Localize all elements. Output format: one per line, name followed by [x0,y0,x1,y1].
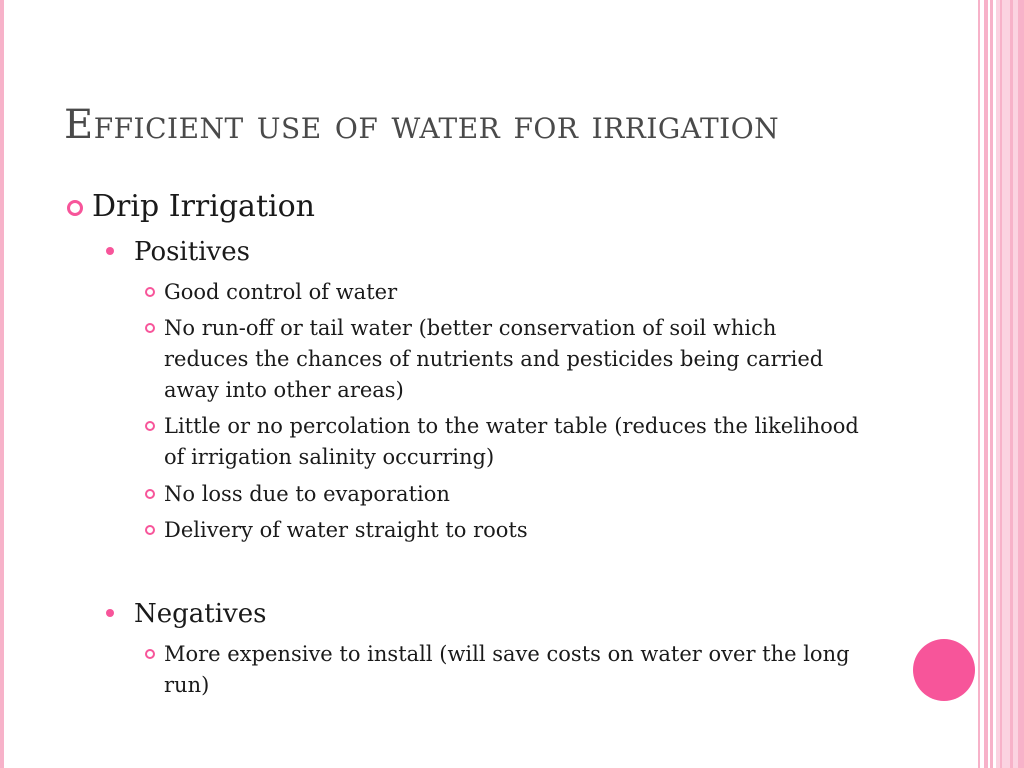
list-item-text: Good control of water [164,280,398,304]
bullet-text: Positives [134,237,250,267]
list-item [164,479,864,510]
right-stripe [1018,0,1024,768]
list-item [164,313,864,406]
bullet-text: Drip Irrigation [92,189,315,224]
right-stripe [978,0,980,768]
ring-bullet-icon [67,200,83,216]
right-stripe [1010,0,1013,768]
list-item-text: More expensive to install (will save costs on water over the long run) [164,642,850,697]
list-item-text: Little or no percolation to the water table (reduces the likelihood of irrigation salinity occurring) [164,414,859,469]
list-item-text: Delivery of water straight to roots [164,518,528,542]
ring-bullet-icon [145,421,155,431]
ring-bullet-icon [145,323,155,333]
dot-bullet-icon [106,609,114,617]
right-stripe [990,0,993,768]
right-stripe [984,0,988,768]
list-item-text: No run-off or tail water (better conservation of soil which reduces the chances of nutrients and pesticides being carried away into other areas) [164,316,824,402]
list-item [164,277,864,308]
bullet-text: Negatives [134,599,267,629]
bullet-negatives [134,598,266,630]
decorative-circle [913,639,975,701]
dot-bullet-icon [106,247,114,255]
slide-title: Efficient use of water for irrigation [64,102,780,148]
ring-bullet-icon [145,525,155,535]
list-item [164,411,864,473]
list-item [164,515,864,546]
bullet-positives [134,236,250,268]
left-border [0,0,4,768]
bullet-drip-irrigation [92,189,315,225]
list-item [164,639,864,701]
list-item-text: No loss due to evaporation [164,482,450,506]
ring-bullet-icon [145,649,155,659]
ring-bullet-icon [145,489,155,499]
ring-bullet-icon [145,287,155,297]
right-stripe [1000,0,1002,768]
